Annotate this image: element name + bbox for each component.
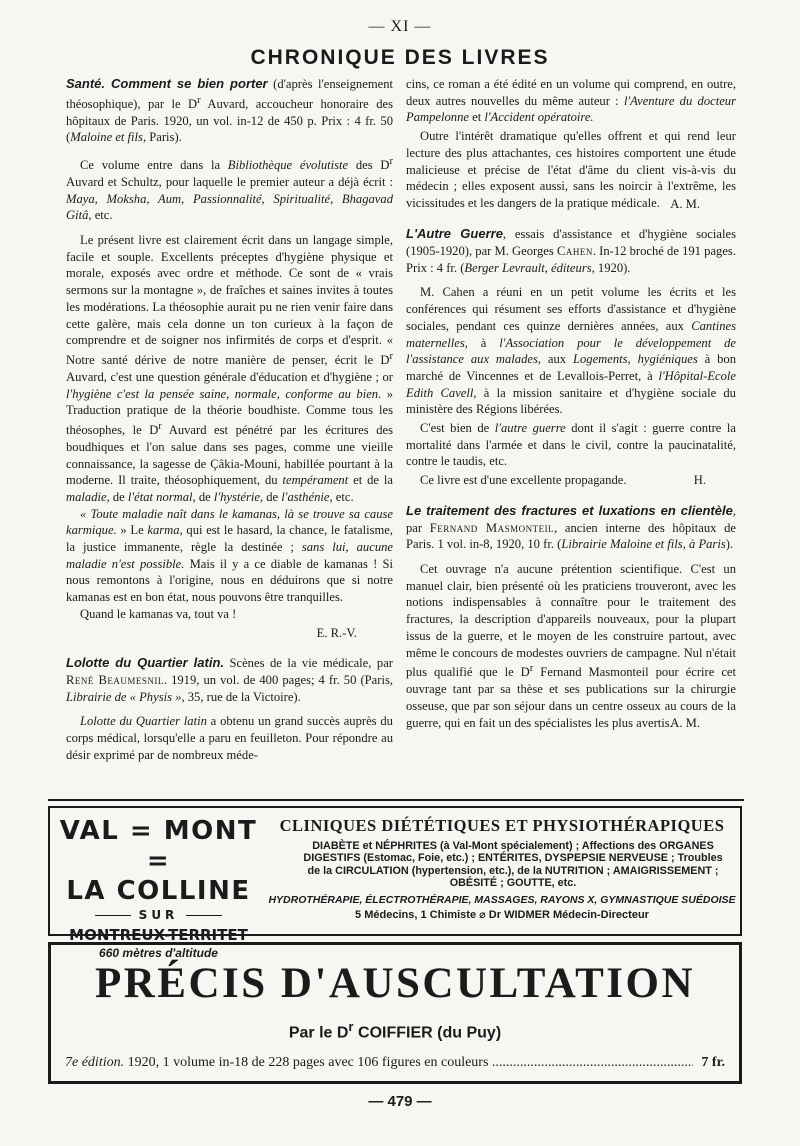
ad-clinic-branding — [56, 816, 261, 960]
review-title: Le traitement des fractures et luxations en clientèle — [406, 502, 733, 518]
paragraph: Cet ouvrage n'a aucune prétention scientifique. C'est un manuel clair, bien présenté où les praticiens trouveront, avec les notions indispensables à connaître pour le traitement des fractures, la description d'appareils nouveaux, pour la plupart issus de la guerre, et le moyen de les construire partout, avec même le concours de modestes ouvriers de campagne. Nul n'était plus qualifié que le $D^r$ Fernand Masmonteil pour écrire cet ouvrage tant par sa thèse et ses publications sur la chirurgie osseuse, que par son séjour dans un centre osseux au cours de la guerre, qui en fait un des spécialistes les plus avertis. — [406, 561, 737, 730]
paragraph: M. Cahen a réuni en un petit volume les écrits et les conférences qui résument ses efforts d'assistance et d'hygiène sociales, pendant ces quinze dernières années, aux Cantines maternelles, à l'Association pour le développement de l'assistance aux malades, aux Logements, hygiéniques à bon marché de Vincennes et de Levallois-Perret, à l'Hôpital-Ecole Edith Cavell, à la mission sanitaire et d'hygiène sociale du ministère des Régions libérées. — [406, 285, 736, 417]
signature: E. R.-V. — [316, 625, 357, 640]
review-heading-lolotte: Lolotte du Quartier latin. Scènes de la vie médicale, par René Beaumesnil. 1919, un vol. de 400 pages; 4 fr. 50 (Paris, Librairie de « Physis », 35, rue de la Victoire). — [66, 655, 393, 704]
clinic-staff: 5 Médecins, 1 Chimiste ⌀ Dr WIDMER Médecin-Directeur — [355, 908, 649, 921]
clinic-heading: CLINIQUES DIÉTÉTIQUES ET PHYSIOTHÉRAPIQUES — [279, 816, 725, 835]
paragraph: Quand le kamanas va, tout va ! — [80, 606, 237, 621]
advertisement-precis — [48, 942, 742, 1084]
advertisement-valmont — [48, 806, 742, 960]
left-column — [66, 76, 393, 771]
paragraph: C'est bien de l'autre guerre dont il s'agit : guerre contre la mortalité dans l'armée et dans le civil, contre la paucinatalité, contre le taudis, etc. — [406, 421, 736, 469]
review-heading-sante: Santé. Comment se bien porter (d'après l'enseignement théosophique), par le $D^r$ Auvard, accoucheur honoraire des hôpitaux de Paris. 1920, un vol. in-12 de 450 p. Prix : 4 fr. 50 (Maloine et fils, Paris). — [66, 76, 393, 145]
book-price: 7 fr. — [701, 1055, 725, 1070]
book-details — [65, 1055, 725, 1071]
clinic-name: VAL = MONT = — [59, 816, 258, 876]
page-number: — 479 — — [368, 1093, 432, 1110]
paragraph: Ce volume entre dans la Bibliothèque évolutiste des $D^r$ Auvard et Schultz, pour laquelle le premier auteur a déjà écrit : Maya, Moksha, Aum, Passionnalité, Spiritualité, Bhagavad Gitâ, etc. — [66, 156, 393, 223]
section-title: CHRONIQUE DES LIVRES — [250, 46, 550, 69]
paragraph: cins, ce roman a été édité en un volume qui comprend, en outre, deux autres nouvelles du même auteur : l'Aventure du docteur Pampelonne et l'Accident opératoire. — [406, 77, 736, 125]
signature: A. M. — [670, 196, 700, 211]
right-column — [406, 76, 736, 740]
review-heading-fractures: Le traitement des fractures et luxations en clientèle, par Fernand Masmonteil, ancien interne des hôpitaux de Paris. 1 vol. in-8, 1920, 10 fr. (Librairie Maloine et fils, à Paris). — [406, 502, 736, 552]
book-author: Par le $D^r$ COIFFIER (du Puy) — [288, 1019, 502, 1042]
book-description: 1920, 1 volume in-18 de 228 pages avec 106 figures en couleurs — [124, 1055, 489, 1070]
review-title: Santé. Comment se bien porter — [66, 76, 268, 91]
signature: H. — [693, 473, 706, 488]
ad-clinic-details — [268, 816, 736, 921]
paragraph: « Toute maladie naît dans le kamanas, là se trouve sa cause karmique. » Le karma, qui est le hasard, la chance, le fatalisme, la justice immanente, règle la destinée ; sans lui, aucune maladie n'est possible. Mais il y a ce diable de kamanas ! Si nous remontons à l'origine, nous en déduirons que si notre kamanas est en bon état, nous pouvons être tranquilles. — [66, 506, 393, 605]
book-title: PRÉCIS D'AUSCULTATION — [94, 960, 696, 1007]
paragraph: Le présent livre est clairement écrit dans un langage simple, facile et souple. Excellents préceptes d'hygiène physique et morale, exposés avec ordre et méthode. Ce sont de « vrais sermons sur la montagne », de fraîches et saines invites à toutes les modérations. La théosophie aurait pu ne rien venir faire dans cette galère, mais cela donne un ton curieux à la façon de comprendre et de soigner nos infirmités de corps et d'esprit. « Notre santé dérive de notre manière de penser, écrit le $D^r$ Auvard, c'est une question générale d'éducation et d'hygiène ; or l'hygiène c'est la pensée saine, normale, conforme au bien. » Traduction pratique de la théorie boudhiste. Comme tous les théosophes, le $D^r$ Auvard est pénétré par les écritures des boudhiques et l'on salue dans ses pages, comme une vieille connaissance, la sagesse de Çâkia-Mouni, habillée pourtant à la moderne. Il traite, théosophiquement, du tempérament et de la maladie, de l'état normal, de l'hystérie, de l'asthénie, etc. — [66, 233, 394, 504]
column-divider-rule — [48, 799, 744, 801]
clinic-altitude: 660 mètres d'altitude — [99, 946, 218, 960]
clinic-specialties: DIABÈTE et NÉPHRITES (à Val-Mont spécialement) ; Affections des ORGANES DIGESTIFS (Estomac, Foie, etc.) ; ENTÉRITES, DYSPEPSIE NERVEUSE ; Troubles de la CIRCULATION (hypertension, etc.), de la NUTRITION ; AMAIGRISSEMENT ; OBÉSITÉ ; GOUTTE, etc. — [303, 840, 723, 890]
clinic-therapies: HYDROTHÉRAPIE, ÉLECTROTHÉRAPIE, MASSAGES, RAYONS X, GYMNASTIQUE SUÉDOISE — [268, 893, 736, 906]
paragraph: Outre l'intérêt dramatique qu'elles offrent et qui rend leur lecture des plus attachantes, ces histoires comportent une étude malicieuse et précise de l'état d'âme du client vis-à-vis du médecin ; elles exposent aussi, sans les noircir à l'extrême, les vicissitudes et les dangers de la pratique médicale. — [406, 129, 736, 210]
book-edition: 7e édition. — [65, 1055, 125, 1070]
paragraph: Ce livre est d'une excellente propagande. H. — [406, 472, 736, 489]
review-heading-autre-guerre: L'Autre Guerre, essais d'assistance et d'hygiène sociales (1905-1920), par M. Georges Cahen. In-12 broché de 191 pages. Prix : 4 fr. (Berger Levrault, éditeurs, 1920). — [406, 226, 736, 275]
clinic-sur: SUR — [56, 908, 261, 922]
clinic-name: LA COLLINE — [66, 876, 251, 906]
review-title: L'Autre Guerre — [406, 226, 503, 242]
page-roman-numeral: — XI — — [368, 18, 432, 35]
review-title: Lolotte du Quartier latin. — [66, 655, 224, 671]
paragraph: Lolotte du Quartier latin a obtenu un grand succès auprès du corps médical, lorsqu'elle a paru en feuilleton. Pour répondre au désir exprimé par de nombreux méde- — [66, 714, 393, 762]
clinic-location: MONTREUX-TERRITET — [69, 926, 248, 944]
signature: A. M. — [670, 716, 700, 731]
